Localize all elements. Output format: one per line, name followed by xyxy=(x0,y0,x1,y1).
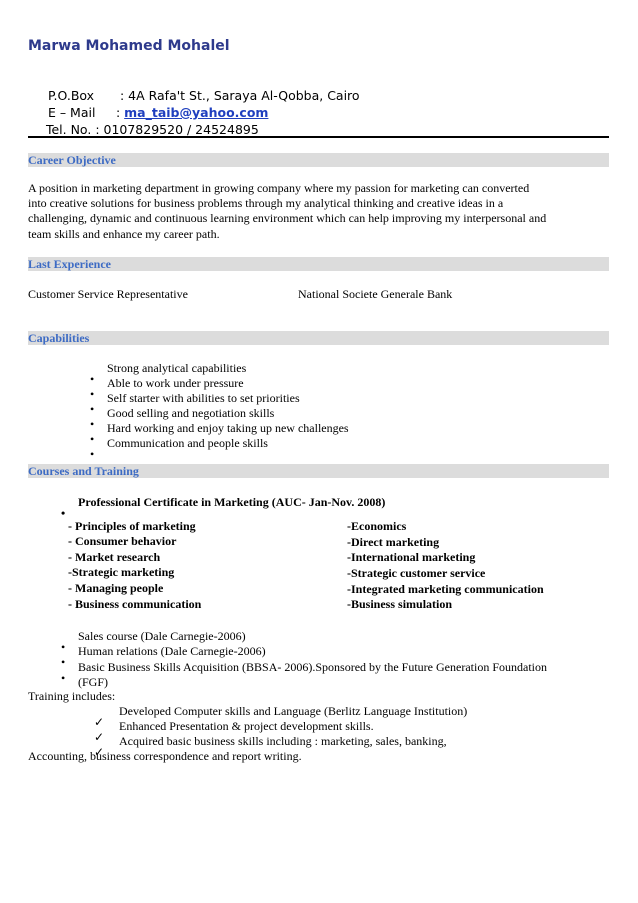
email-link[interactable]: ma_taib@yahoo.com xyxy=(124,105,269,120)
list-item: Good selling and negotiation skills xyxy=(107,406,275,420)
list-item: Able to work under pressure xyxy=(107,376,244,390)
training-item: Acquired basic business skills including : marketing, sales, banking, xyxy=(119,734,447,748)
list-item: Communication and people skills xyxy=(107,436,268,450)
objective-line: team skills and enhance my career path. xyxy=(28,227,220,241)
experience-position: Customer Service Representative xyxy=(28,287,188,301)
module-left: - Market research xyxy=(68,550,161,564)
module-right: -Economics xyxy=(347,519,407,533)
objective-line: into creative solutions for business problems through my analytical thinking and creative ideas in a xyxy=(28,196,504,210)
module-right: -Business simulation xyxy=(347,597,453,611)
list-item: Hard working and enjoy taking up new challenges xyxy=(107,421,349,435)
section-heading: Courses and Training xyxy=(28,464,139,478)
pobox-value: : 4A Rafa't St., Saraya Al-Qobba, Cairo xyxy=(119,88,360,103)
training-item: Developed Computer skills and Language (Berlitz Language Institution) xyxy=(119,704,468,718)
section-heading: Last Experience xyxy=(28,257,111,271)
list-item-continuation: (FGF) xyxy=(78,675,109,689)
email-label: E – Mail xyxy=(47,105,96,120)
module-left: - Managing people xyxy=(68,581,164,595)
module-right: -International marketing xyxy=(347,550,476,564)
list-item: Human relations (Dale Carnegie-2006) xyxy=(78,644,266,658)
section-career-objective xyxy=(28,153,609,167)
objective-line: A position in marketing department in growing company where my passion for marketing can converted xyxy=(28,181,530,195)
module-right: -Direct marketing xyxy=(347,535,440,549)
tel-label: Tel. No. xyxy=(45,122,92,137)
training-includes-label: Training includes: xyxy=(28,689,116,703)
list-item: Self starter with abilities to set priorities xyxy=(107,391,300,405)
section-heading: Capabilities xyxy=(28,331,90,345)
section-courses-training xyxy=(28,464,609,478)
candidate-name: Marwa Mohamed Mohalel xyxy=(28,38,230,54)
experience-company: National Societe Generale Bank xyxy=(298,287,453,301)
objective-line: challenging, dynamic and continuous learning environment which can help improving my interpersonal and xyxy=(28,211,547,225)
list-item: Basic Business Skills Acquisition (BBSA- 2006).Sponsored by the Future Generation Foundation xyxy=(78,660,547,674)
section-capabilities xyxy=(28,331,609,345)
email-sep: : xyxy=(115,105,121,120)
pobox-label: P.O.Box xyxy=(47,88,95,103)
tel-line xyxy=(28,107,259,137)
section-heading: Career Objective xyxy=(28,153,116,167)
list-item: Sales course (Dale Carnegie-2006) xyxy=(78,629,246,643)
tel-value: : 0107829520 / 24524895 xyxy=(95,122,259,137)
module-right: -Strategic customer service xyxy=(347,566,486,580)
module-right: -Integrated marketing communication xyxy=(347,582,544,596)
list-item: Strong analytical capabilities xyxy=(107,361,247,375)
section-last-experience xyxy=(28,257,609,271)
module-left: -Strategic marketing xyxy=(68,565,175,579)
training-tail: Accounting, business correspondence and report writing. xyxy=(28,749,302,763)
module-left: - Principles of marketing xyxy=(68,519,196,533)
module-left: - Business communication xyxy=(68,597,202,611)
training-item: Enhanced Presentation & project development skills. xyxy=(119,719,374,733)
certificate-item: Professional Certificate in Marketing (AUC- Jan-Nov. 2008) xyxy=(78,495,386,509)
module-left: - Consumer behavior xyxy=(68,534,177,548)
header-divider xyxy=(28,136,609,138)
